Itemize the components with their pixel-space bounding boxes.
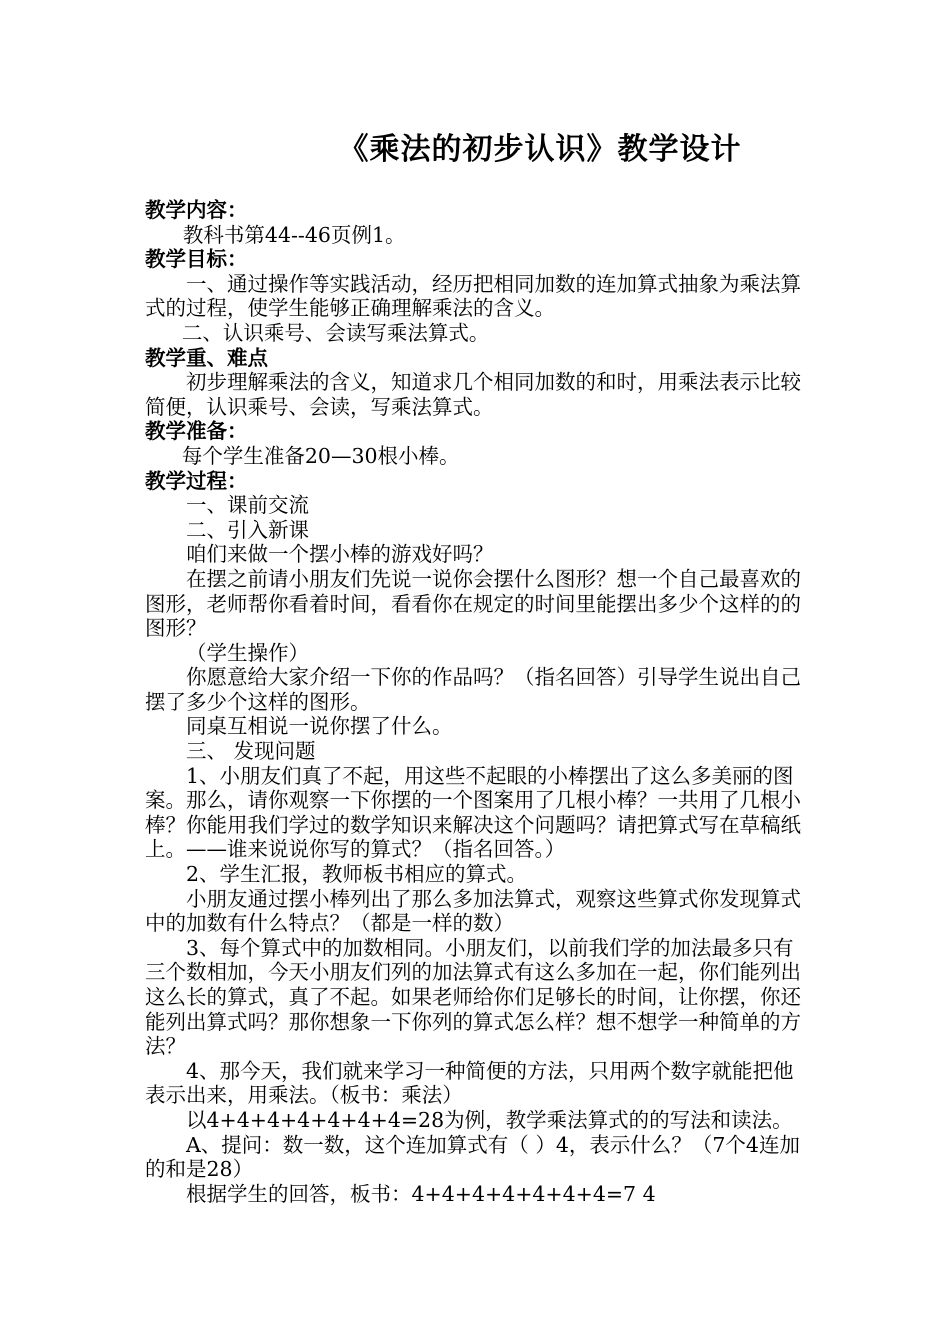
section-heading: 教学准备： [145, 419, 248, 444]
section-heading: 教学内容： [145, 198, 248, 222]
section-heading: 教学目标： [145, 247, 248, 272]
paragraph: 2、学生汇报，教师板书相应的算式。 [186, 862, 528, 887]
paragraph: 一、课前交流 [186, 493, 309, 518]
paragraph: 二、引入新课 [186, 517, 309, 542]
document-title: 《乘法的初步认识》教学设计 [338, 132, 742, 167]
paragraph: 三、 发现问题 [186, 739, 316, 764]
paragraph: 二、认识乘号、会读写乘法算式。 [181, 320, 490, 345]
section-heading: 教学重、难点 [145, 345, 268, 370]
paragraph: 4、那今天，我们就来学习一种简便的方法，只用两个数字就能把他表示出来，用乘法。（板书：乘法） [145, 1058, 794, 1108]
document-body [145, 198, 810, 1206]
paragraph: 每个学生准备20—30根小棒。 [181, 443, 460, 468]
paragraph: 在摆之前请小朋友们先说一说你会摆什么图形？想一个自己最喜欢的图形，老师帮你看着时间，看看你在规定的时间里能摆出多少个这样的的图形？ [145, 566, 801, 641]
paragraph: 小朋友通过摆小棒列出了那么多加法算式，观察这些算式你发现算式中的加数有什么特点？（都是一样的数） [145, 886, 801, 936]
paragraph: 以4+4+4+4+4+4+4=28为例，教学乘法算式的的写法和读法。 [186, 1107, 793, 1132]
paragraph: 3、每个算式中的加数相同。小朋友们，以前我们学的加法最多只有三个数相加，今天小朋友们列的加法算式有这么多加在一起，你们能列出这么长的算式，真了不起。如果老师给你们足够长的时间，让你摆，你还能列出算式吗？那你想象一下你列的算式怎么样？想不想学一种简单的方法？ [145, 935, 801, 1059]
section-heading: 教学过程： [145, 468, 248, 493]
paragraph: 根据学生的回答，板书：4+4+4+4+4+4+4=7 4 [186, 1181, 656, 1206]
paragraph: 初步理解乘法的含义，知道求几个相同加数的和时，用乘法表示比较简便，认识乘号、会读，写乘法算式。 [145, 370, 801, 419]
paragraph: 1、小朋友们真了不起，用这些不起眼的小棒摆出了这么多美丽的图案。那么，请你观察一下你摆的一个图案用了几根小棒？一共用了几根小棒？你能用我们学过的数学知识来解决这个问题吗？请把算式写在草稿纸上。——谁来说说你写的算式？（指名回答。） [145, 763, 801, 862]
paragraph: A、提问：数一数，这个连加算式有（ ）4，表示什么？（7个4连加的和是28） [145, 1132, 800, 1182]
paragraph: 你愿意给大家介绍一下你的作品吗？（指名回答）引导学生说出自己摆了多少个这样的图形。 [145, 665, 801, 714]
paragraph: 一、通过操作等实践活动，经历把相同加数的连加算式抽象为乘法算式的过程，使学生能够正确理解乘法的含义。 [145, 271, 801, 321]
paragraph: 咱们来做一个摆小棒的游戏好吗？ [186, 542, 494, 567]
paragraph: 教科书第44--46页例1。 [182, 222, 406, 247]
paragraph: （学生操作） [186, 640, 309, 665]
paragraph: 同桌互相说一说你摆了什么。 [186, 714, 453, 739]
